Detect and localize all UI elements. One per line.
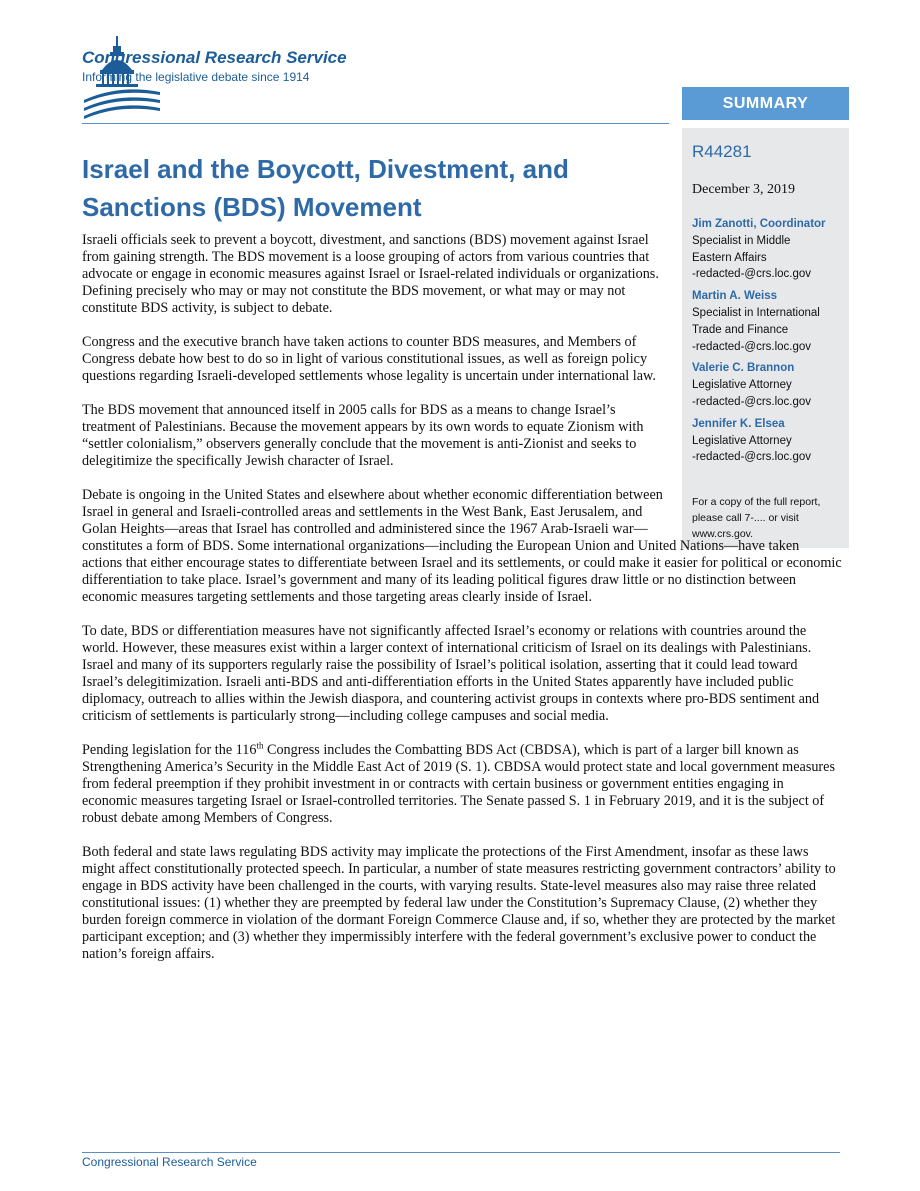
body-paragraph-text: Debate is ongoing in the United States and elsewhere about whether economic differentiation between Israel in general and Israeli-controlled areas and settlements in the West Bank, East Jerusalem, and Golan Heights—areas that Israel has controlled and administered since the 1967 Arab-Israeli war—constitutes a form of BDS. Some international organizations—including the European Union and United Nations—have taken actions that either encourage states to differentiate between Israel and its settlements, or could make it easier for political or economic differentiation to take place. Israel’s government and many of its leading political figures draw little or no distinction between economic measures targeting settlements and those targeting areas clearly inside of Israel. (82, 487, 842, 605)
report-title: Israel and the Boycott, Divestment, and Sanctions (BDS) Movement (82, 154, 569, 222)
author-name: Valerie C. Brannon (692, 362, 795, 375)
ordinal-suffix: th (256, 740, 264, 751)
author-email: -redacted-@crs.loc.gov (692, 340, 812, 353)
org-name: Congressional Research Service (82, 48, 347, 67)
report-number: R44281 (692, 142, 752, 161)
author-email: -redacted-@crs.loc.gov (692, 268, 812, 281)
author-name: Jim Zanotti, Coordinator (692, 218, 826, 230)
author-title: Eastern Affairs (692, 251, 767, 264)
author-name: Martin A. Weiss (692, 290, 777, 303)
summary-body (82, 232, 842, 980)
legislation-paragraph (82, 742, 842, 827)
legislation-text-start: Pending legislation for the 116 (82, 742, 257, 758)
copy-note: For a copy of the full report, please call 7-.... or visit www.crs.gov. (692, 496, 821, 540)
author-email: -redacted-@crs.loc.gov (692, 395, 812, 408)
report-date: December 3, 2019 (692, 182, 796, 197)
footer-divider (82, 1152, 840, 1153)
author-title: Legislative Attorney (692, 434, 792, 447)
author-title: Specialist in International (692, 307, 820, 320)
body-paragraph: Israeli officials seek to prevent a boycott, divestment, and sanctions (BDS) movement against Israel from gaining strength. The BDS movement is a loose grouping of actors from various countries that advocate or engage in economic measures against Israel or Israel-related individuals or organizations. Defining precisely who may or may not constitute the BDS movement, or what may or may not constitute BDS activity, is subject to debate. (82, 232, 659, 316)
author-title: Trade and Finance (692, 323, 789, 336)
sidebar-wrap-spacer (672, 487, 842, 538)
author-title: Specialist in Middle (692, 235, 791, 247)
author-email: -redacted-@crs.loc.gov (692, 451, 812, 464)
body-paragraph: Congress and the executive branch have taken actions to counter BDS measures, and Members of Congress debate how best to do so in light of various constitutional issues, as well as foreign policy questions regarding Israeli-developed settlements whose legality is uncertain under international law. (82, 334, 656, 384)
body-paragraph: Both federal and state laws regulating BDS activity may implicate the protections of the First Amendment, insofar as these laws might affect constitutionally protected speech. In particular, a number of state measures restricting government contractors’ ability to engage in BDS activity have been challenged in the courts, with varying results. State-level measures also may raise three related constitutional issues: (1) whether they are preempted by federal law under the Constitution’s Supremacy Clause, (2) whether they burden foreign commerce in violation of the dormant Foreign Commerce Clause and, if so, whether they are protected by the market participant exception; and (3) whether they impermissibly interfere with the federal government’s exclusive power to conduct the nation’s foreign affairs. (82, 844, 836, 962)
body-paragraph: The BDS movement that announced itself in 2005 calls for BDS as a means to change Israel’s treatment of Palestinians. Because the movement appears by its own words to equate Zionism with “settler colonialism,” observers generally conclude that the movement is anti-Zionist and seeks to delegitimize the specifically Jewish character of Israel. (82, 402, 644, 469)
footer-text: Congressional Research Service (82, 1155, 257, 1169)
body-paragraph: To date, BDS or differentiation measures have not significantly affected Israel’s economy or relations with countries around the world. However, these measures exist within a larger context of international criticism of Israel on its dealings with Palestinians. Israel and many of its supporters regularly raise the possibility of Israel’s political isolation, asserting that it could lead toward Israel’s delegitimization. Israeli anti-BDS and anti-differentiation efforts in the United States apparently have included public diplomacy, outreach to allies within the Jewish diaspora, and countering activist groups in contexts where pro-BDS sentiment and criticism of settlements is particularly strong—including college campuses and social media. (82, 623, 820, 724)
author-name: Jennifer K. Elsea (692, 417, 785, 430)
summary-tab: SUMMARY (682, 87, 849, 120)
header-divider (82, 123, 669, 124)
legislation-text-end: Congress includes the Combatting BDS Act (CBDSA), which is part of a larger bill known as Strengthening America’s Security in the Middle East Act of 2019 (S. 1). CBDSA would protect state and local government measures from federal preemption if they prohibit investment in or contracts with certain business or government entities engaging in economic measures targeting Israel or Israel-controlled territories. The Senate passed S. 1 in February 2019, and it is the subject of robust debate among Members of Congress. (82, 742, 835, 826)
org-tagline: Informing the legislative debate since 1914 (82, 70, 310, 84)
body-paragraph (82, 487, 842, 606)
author-title: Legislative Attorney (692, 379, 792, 392)
